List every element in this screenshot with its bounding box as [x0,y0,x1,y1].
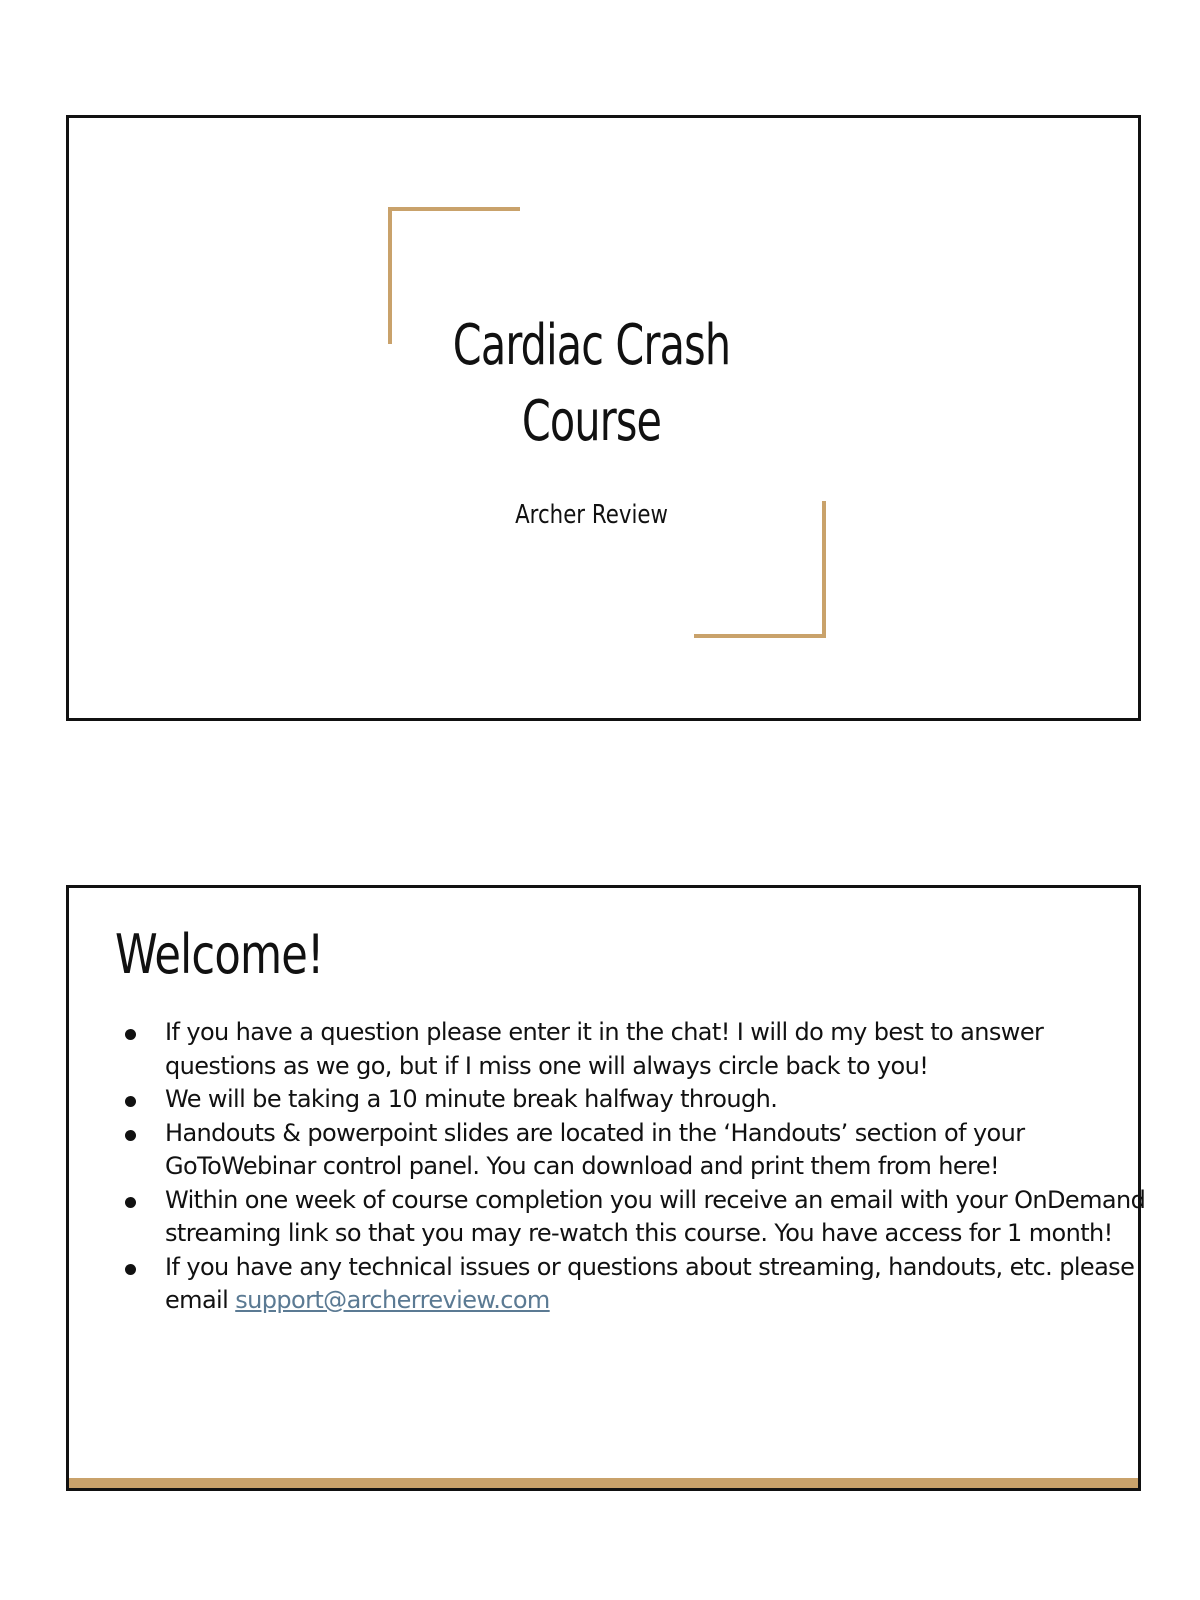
welcome-slide [66,885,1146,1491]
bullet-item: We will be taking a 10 minute break halfway through. [165,1083,1155,1117]
slide-title-line2: Course [521,389,662,454]
slide-title [409,308,774,460]
slide-title-line1: Cardiac Crash [452,313,731,378]
support-text: If you have any technical issues or questions about streaming, handouts, etc. please email [165,1252,1135,1314]
bullet-item-support [165,1251,1155,1318]
accent-bar [69,1478,1138,1488]
bullet-item: Within one week of course completion you will receive an email with your OnDemand streaming link so that you may re-watch this course. You have access for 1 month! [165,1184,1155,1251]
bullet-item: Handouts & powerpoint slides are located in the ‘Handouts’ section of your GoToWebinar control panel. You can download and print them from here! [165,1117,1155,1184]
title-slide [66,115,1141,721]
welcome-bullet-list [125,1016,1155,1318]
slide-subtitle: Archer Review [515,500,668,530]
support-email-link[interactable]: support@archerreview.com [235,1286,550,1314]
bullet-item: If you have a question please enter it in the chat! I will do my best to answer questions as we go, but if I miss one will always circle back to you! [165,1016,1155,1083]
welcome-heading: Welcome! [115,923,324,986]
